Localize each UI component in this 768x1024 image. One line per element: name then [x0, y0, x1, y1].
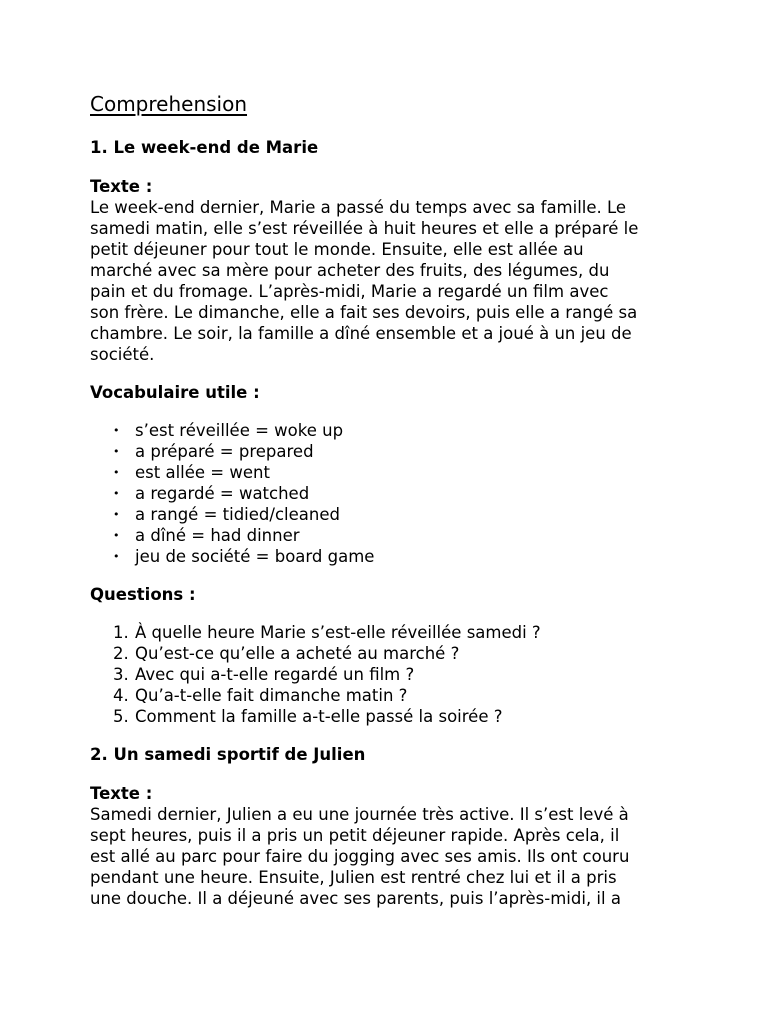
- bullet-icon: •: [113, 487, 120, 500]
- bullet-icon: •: [113, 529, 120, 542]
- list-item: [113, 706, 690, 727]
- text-line: est allé au parc pour faire du jogging avec ses amis. Ils ont couru: [90, 847, 630, 866]
- document-page: [90, 90, 690, 909]
- section-1-text: [90, 197, 690, 365]
- vocab-item: a regardé = watched: [135, 484, 310, 503]
- text-line: chambre. Le soir, la famille a dîné ensemble et a joué à un jeu de: [90, 324, 632, 343]
- question-text: À quelle heure Marie s’est-elle réveillée samedi ?: [135, 623, 541, 642]
- text-line: petit déjeuner pour tout le monde. Ensuite, elle est allée au: [90, 240, 584, 259]
- list-item: [113, 525, 690, 546]
- text-line: pain et du fromage. L’après-midi, Marie a regardé un film avec: [90, 282, 609, 301]
- question-number: 3.: [113, 665, 129, 684]
- text-line: Le week-end dernier, Marie a passé du temps avec sa famille. Le: [90, 198, 627, 217]
- bullet-icon: •: [113, 508, 120, 521]
- list-item: [113, 643, 690, 664]
- list-item: [113, 420, 690, 441]
- list-item: [113, 546, 690, 567]
- section-1-texte-label: Texte :: [90, 177, 153, 196]
- vocab-item: a rangé = tidied/cleaned: [135, 505, 340, 524]
- question-number: 5.: [113, 707, 129, 726]
- question-text: Qu’a-t-elle fait dimanche matin ?: [135, 686, 408, 705]
- section-1-vocab-label: Vocabulaire utile :: [90, 383, 260, 402]
- bullet-icon: •: [113, 424, 120, 437]
- question-number: 4.: [113, 686, 129, 705]
- list-item: [113, 462, 690, 483]
- vocab-item: jeu de société = board game: [135, 547, 375, 566]
- vocab-item: a dîné = had dinner: [135, 526, 300, 545]
- question-number: 2.: [113, 644, 129, 663]
- text-line: Samedi dernier, Julien a eu une journée très active. Il s’est levé à: [90, 805, 629, 824]
- question-number: 1.: [113, 623, 129, 642]
- question-text: Comment la famille a-t-elle passé la soirée ?: [135, 707, 503, 726]
- vocab-item: a préparé = prepared: [135, 442, 314, 461]
- text-line: sept heures, puis il a pris un petit déjeuner rapide. Après cela, il: [90, 826, 620, 845]
- bullet-icon: •: [113, 445, 120, 458]
- bullet-icon: •: [113, 466, 120, 479]
- section-2-text: [90, 804, 690, 909]
- list-item: [113, 441, 690, 462]
- vocab-item: s’est réveillée = woke up: [135, 421, 344, 440]
- list-item: [113, 504, 690, 525]
- text-line: une douche. Il a déjeuné avec ses parents, puis l’après-midi, il a: [90, 889, 621, 908]
- list-item: [113, 664, 690, 685]
- question-text: Avec qui a-t-elle regardé un film ?: [135, 665, 415, 684]
- document-title: Comprehension: [90, 92, 248, 116]
- text-line: société.: [90, 345, 155, 364]
- text-line: son frère. Le dimanche, elle a fait ses devoirs, puis elle a rangé sa: [90, 303, 638, 322]
- section-2-texte-label: Texte :: [90, 784, 153, 803]
- vocab-list: [90, 420, 690, 567]
- questions-list: [90, 622, 690, 727]
- vocab-item: est allée = went: [135, 463, 270, 482]
- section-1-heading: 1. Le week-end de Marie: [90, 138, 319, 157]
- section-1-questions-label: Questions :: [90, 585, 196, 604]
- list-item: [113, 622, 690, 643]
- question-text: Qu’est-ce qu’elle a acheté au marché ?: [135, 644, 460, 663]
- text-line: samedi matin, elle s’est réveillée à huit heures et elle a préparé le: [90, 219, 639, 238]
- text-line: pendant une heure. Ensuite, Julien est rentré chez lui et il a pris: [90, 868, 617, 887]
- text-line: marché avec sa mère pour acheter des fruits, des légumes, du: [90, 261, 610, 280]
- list-item: [113, 685, 690, 706]
- list-item: [113, 483, 690, 504]
- section-2-heading: 2. Un samedi sportif de Julien: [90, 745, 366, 764]
- bullet-icon: •: [113, 550, 120, 563]
